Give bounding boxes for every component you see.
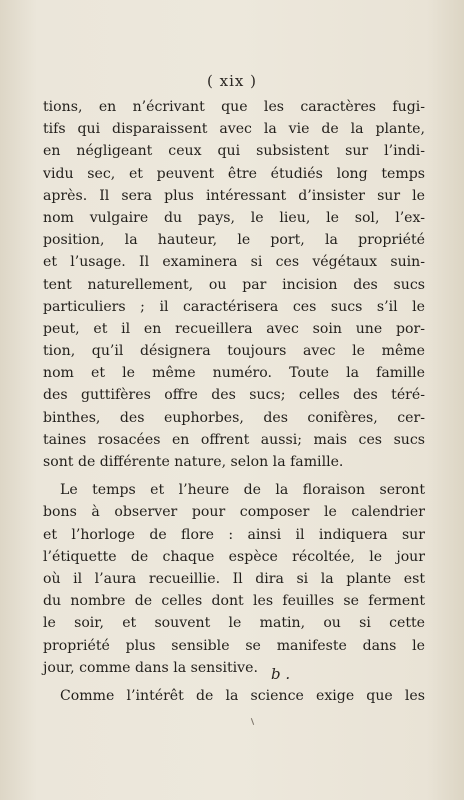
paragraph-2 <box>43 479 425 679</box>
page-number: ( xix ) <box>207 72 257 90</box>
text-line: tifs qui disparaissent avec la vie de la plante, <box>43 121 425 138</box>
text-line: nom et le même numéro. Toute la famille <box>43 365 425 382</box>
paragraph-1 <box>43 96 425 473</box>
text-line: peut, et il en recueillera avec soin une por- <box>43 320 425 337</box>
text-line: jour, comme dans la sensitive. <box>43 659 258 676</box>
text-line: particuliers ; il caractérisera ces sucs s’il le <box>43 298 425 315</box>
text-line: nom vulgaire du pays, le lieu, le sol, l’ex- <box>43 209 425 226</box>
text-line: sont de différente nature, selon la famille. <box>43 454 344 470</box>
text-line: et l’usage. Il examinera si ces végétaux suin- <box>43 254 425 271</box>
text-line: le soir, et souvent le matin, ou si cette <box>43 615 425 632</box>
text-line: vidu sec, et peuvent être étudiés long temps <box>43 165 425 182</box>
text-line: tent naturellement, ou par incision des sucs <box>43 276 425 293</box>
text-line: tions, en n’écrivant que les caractères fugi- <box>43 99 425 115</box>
text-line: des guttifères offre des sucs; celles des téré- <box>43 387 425 404</box>
text-line: Comme l’intérêt de la science exige que les <box>60 687 425 704</box>
text-line: l’étiquette de chaque espèce récoltée, le jour <box>43 548 425 565</box>
text-line: Le temps et l’heure de la floraison seront <box>60 482 425 499</box>
text-line: où il l’aura recueillie. Il dira si la plante est <box>43 570 425 587</box>
text-line: position, la hauteur, le port, la propriété <box>43 232 425 249</box>
text-line: et l’horloge de flore : ainsi il indiquera sur <box>43 526 425 543</box>
text-line: taines rosacées en offrent aussi; mais ces sucs <box>43 431 425 448</box>
body-text <box>43 96 425 707</box>
text-line: après. Il sera plus intéressant d’insister sur le <box>43 187 425 204</box>
text-line: tion, qu’il désignera toujours avec le même <box>43 343 425 360</box>
paper-speck <box>251 718 254 725</box>
text-line: en négligeant ceux qui subsistent sur l’indi- <box>43 143 425 160</box>
signature-mark: b . <box>271 665 291 683</box>
text-line: du nombre de celles dont les feuilles se ferment <box>43 593 425 610</box>
text-line: binthes, des euphorbes, des conifères, cer- <box>43 409 425 426</box>
text-line: propriété plus sensible se manifeste dans le <box>43 637 425 654</box>
text-line: bons à observer pour composer le calendrier <box>43 504 425 521</box>
paragraph-3 <box>43 685 425 707</box>
